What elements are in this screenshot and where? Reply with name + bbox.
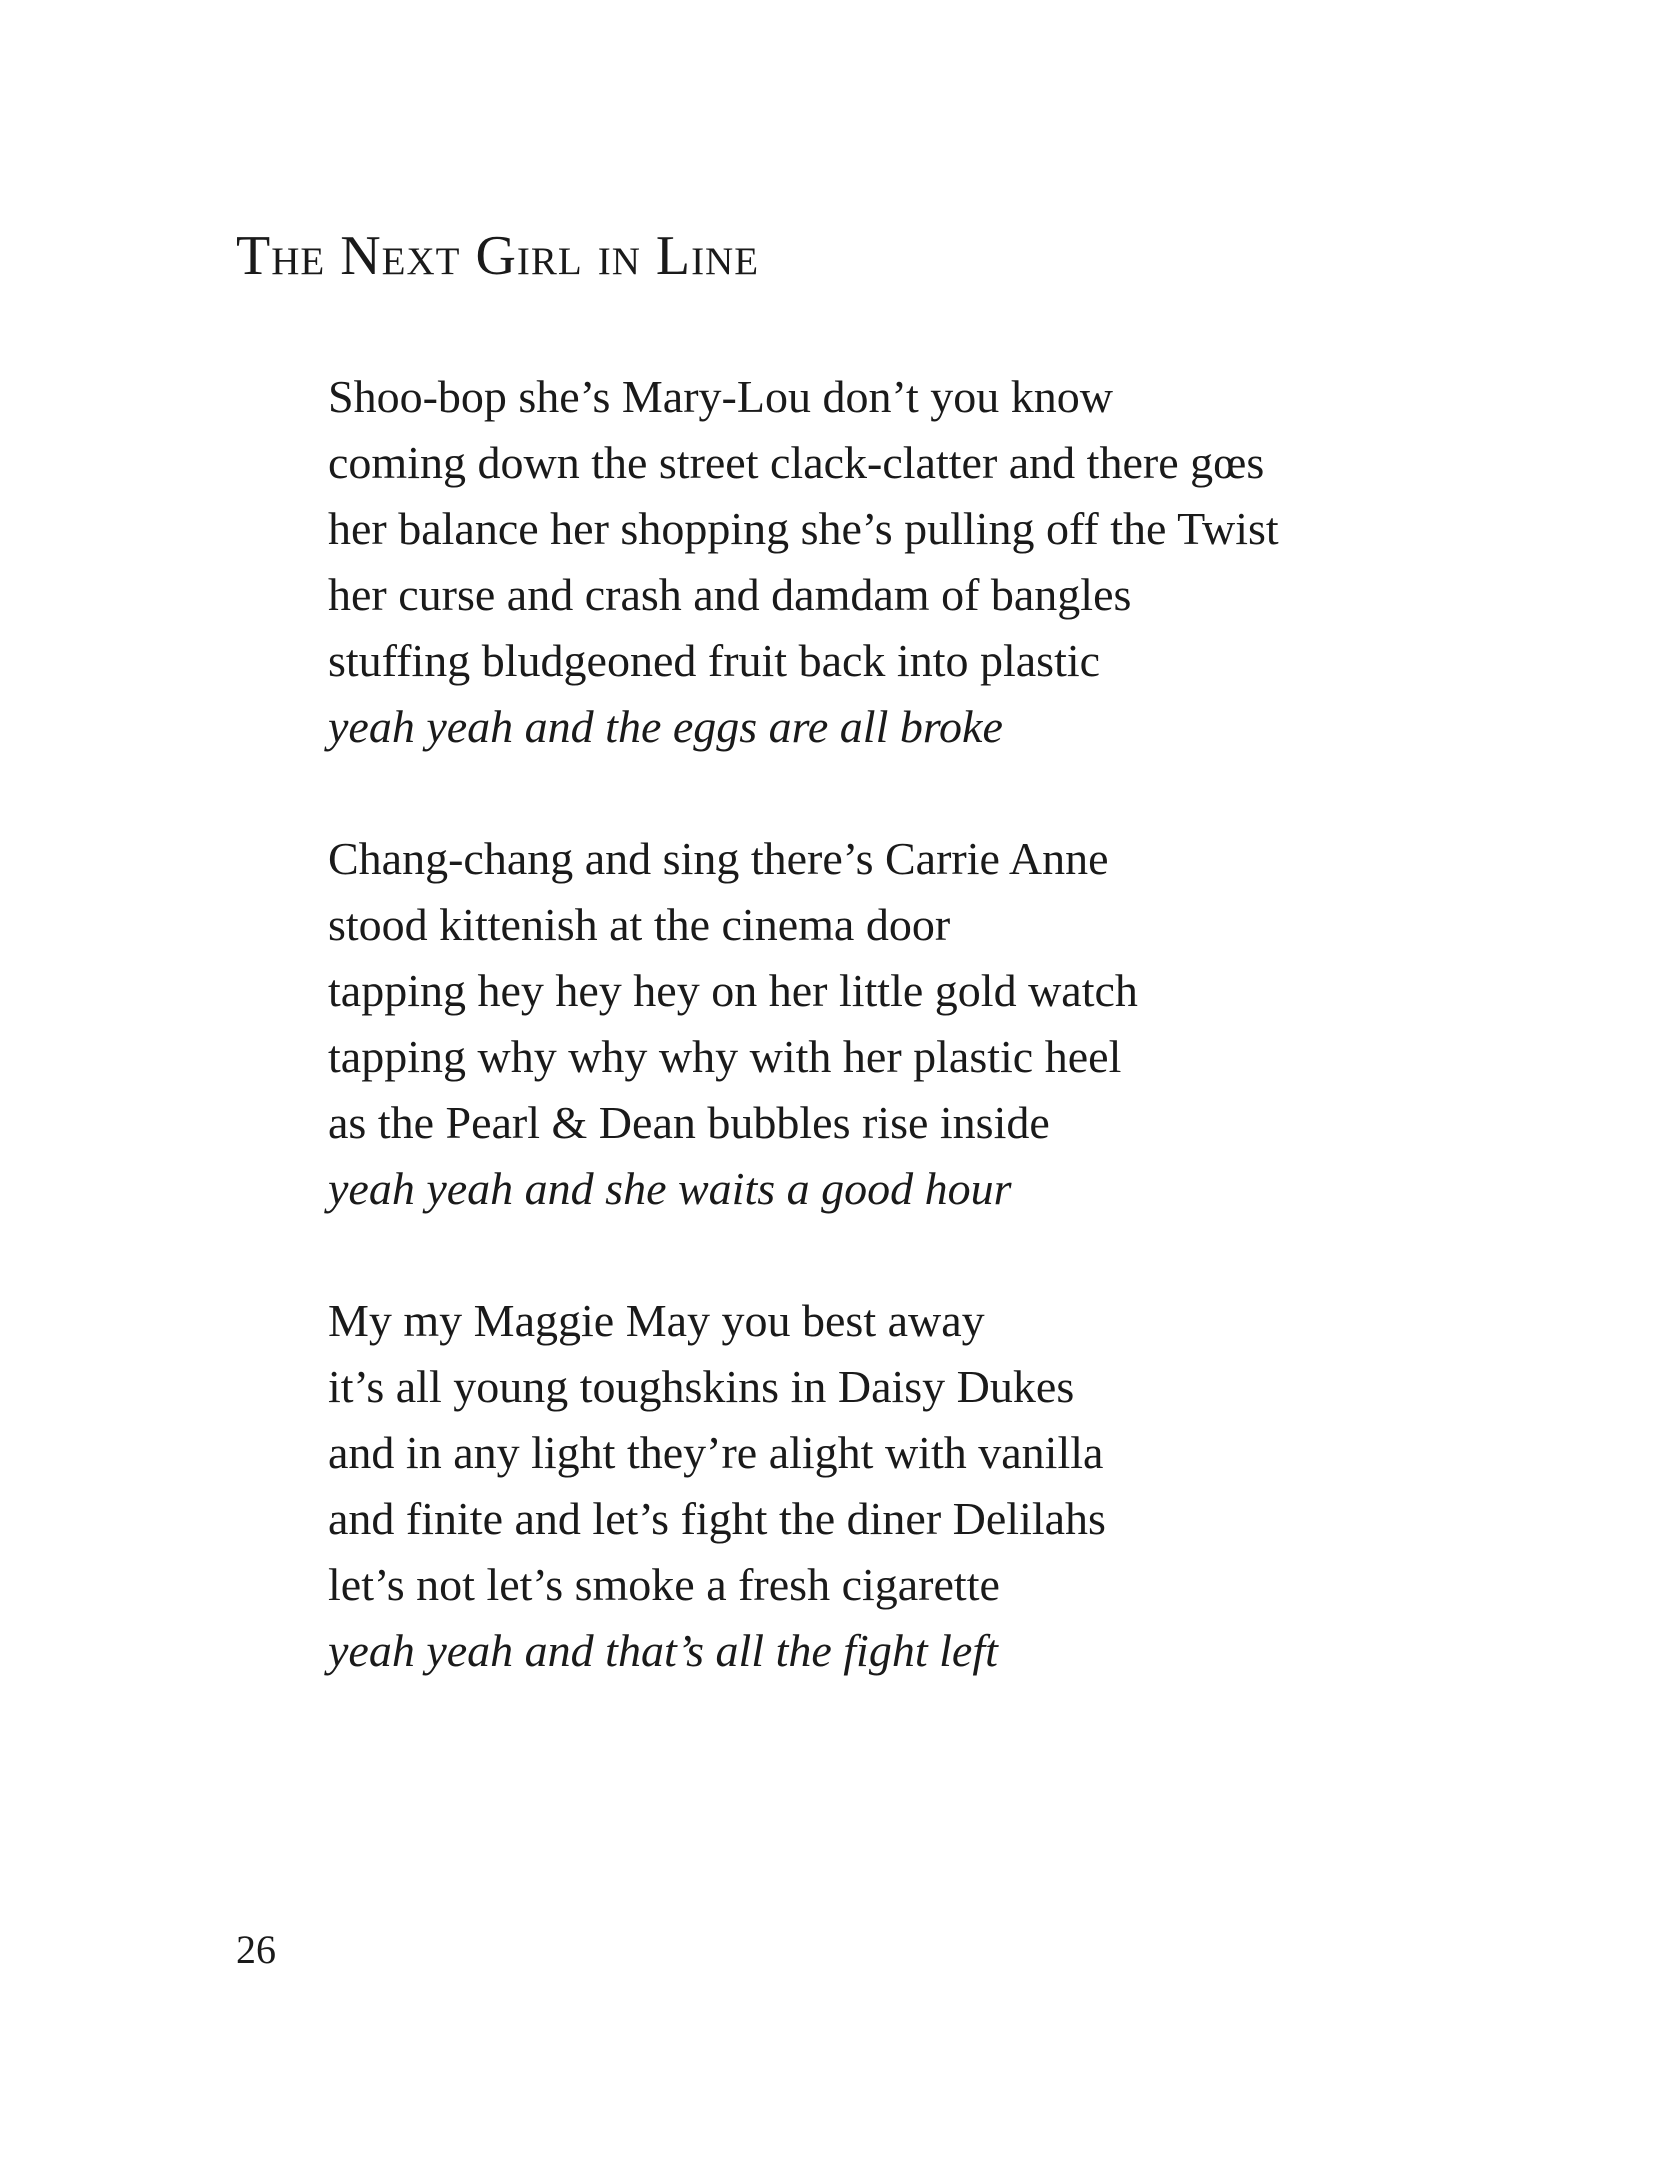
poem-line: as the Pearl & Dean bubbles rise inside — [328, 1097, 1050, 1148]
refrain-line: yeah yeah and she waits a good hour — [328, 1163, 1012, 1214]
poem-line: tapping why why why with her plastic heel — [328, 1031, 1122, 1082]
stanza-3 — [328, 1288, 1528, 1684]
poem-line: let’s not let’s smoke a fresh cigarette — [328, 1559, 1000, 1610]
poem-line: tapping hey hey hey on her little gold watch — [328, 965, 1138, 1016]
poem-line: her curse and crash and damdam of bangles — [328, 569, 1132, 620]
poem-line: and in any light they’re alight with vanilla — [328, 1427, 1104, 1478]
poem-line: it’s all young toughskins in Daisy Dukes — [328, 1361, 1075, 1412]
poem-line: her balance her shopping she’s pulling off the Twist — [328, 503, 1279, 554]
poem-line: Chang-chang and sing there’s Carrie Anne — [328, 833, 1109, 884]
poem-line: stood kittenish at the cinema door — [328, 899, 951, 950]
poem-line: Shoo-bop she’s Mary-Lou don’t you know — [328, 371, 1113, 422]
page-title: The Next Girl in Line — [236, 225, 760, 287]
poem-line: My my Maggie May you best away — [328, 1295, 985, 1346]
poem-line: and finite and let’s fight the diner Delilahs — [328, 1493, 1106, 1544]
stanza-2 — [328, 826, 1528, 1222]
stanza-1 — [328, 364, 1528, 760]
poem-body — [328, 364, 1528, 1750]
refrain-line: yeah yeah and the eggs are all broke — [328, 701, 1003, 752]
poem-line: stuffing bludgeoned fruit back into plastic — [328, 635, 1101, 686]
refrain-line: yeah yeah and that’s all the fight left — [328, 1625, 998, 1676]
poem-line: coming down the street clack-clatter and there gœs — [328, 437, 1265, 488]
page-number: 26 — [236, 1927, 276, 1972]
